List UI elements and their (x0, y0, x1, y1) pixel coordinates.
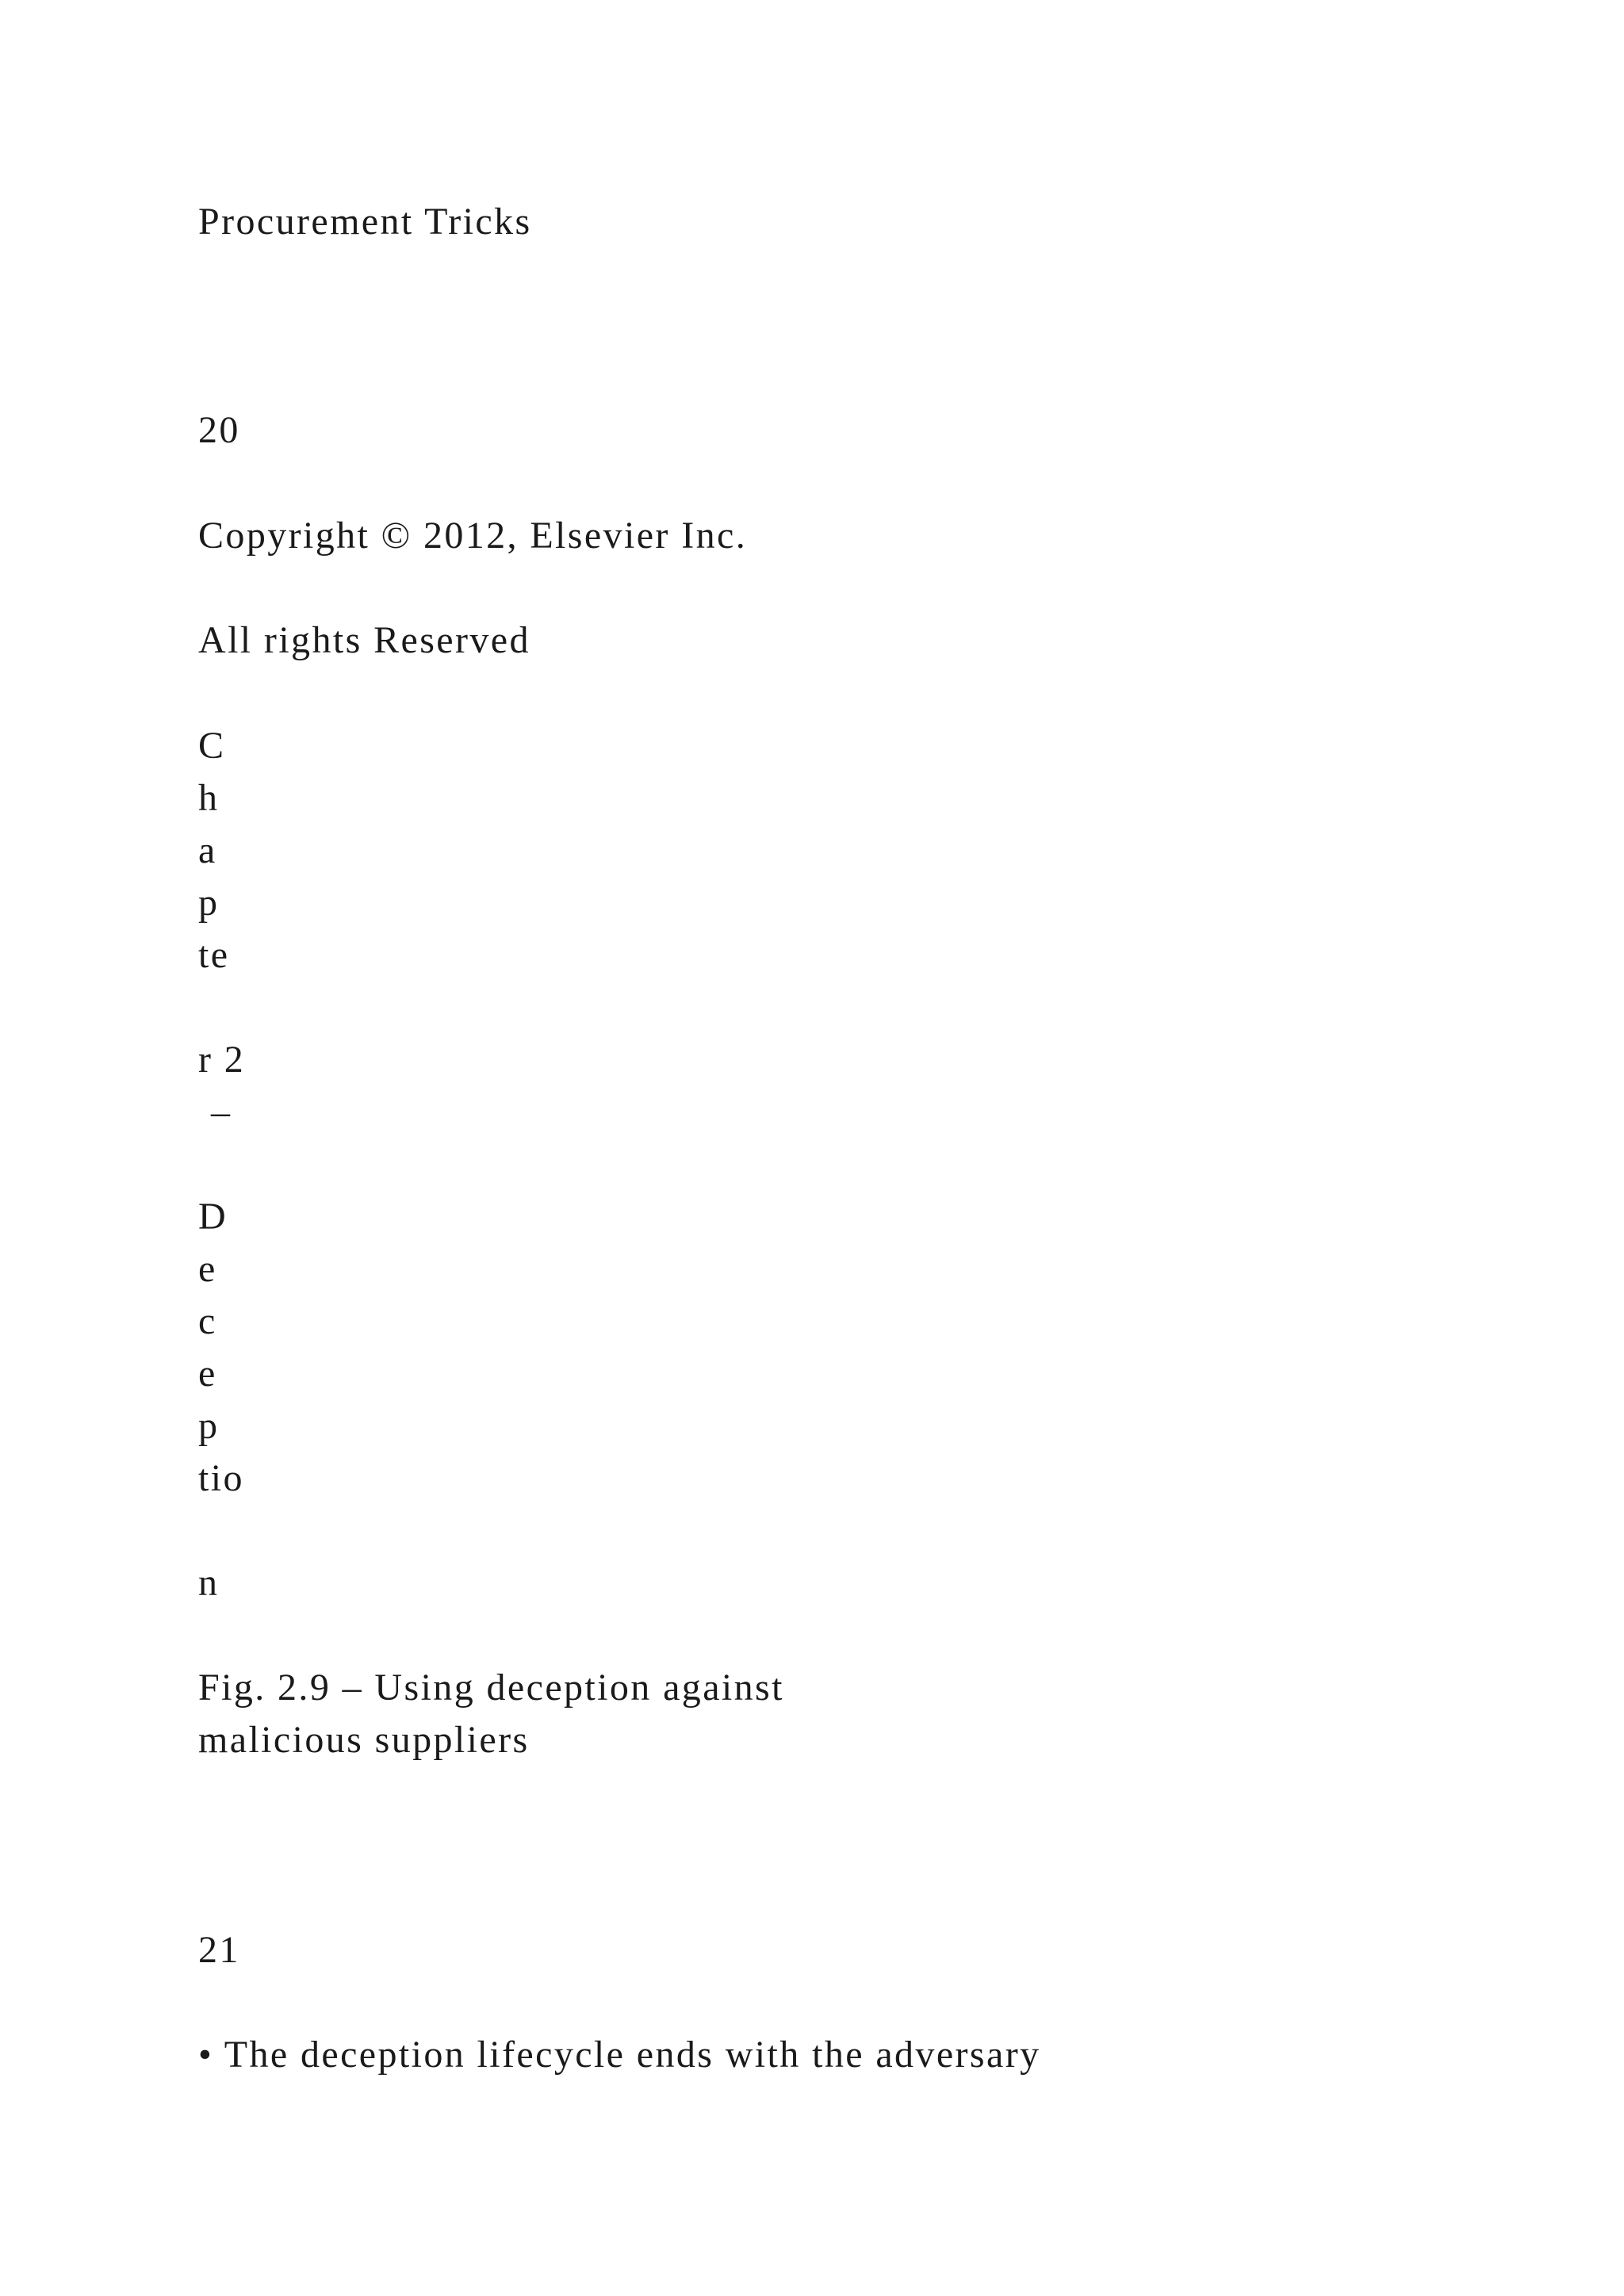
chapter-fragment: C (198, 725, 226, 767)
chapter-fragment: e (198, 1353, 217, 1395)
slide-heading: Procurement Tricks (198, 201, 532, 243)
slide-number: 20 (198, 409, 240, 451)
chapter-fragment: c (198, 1300, 217, 1342)
bullet-text: • The deception lifecycle ends with the adversary (198, 2034, 1041, 2076)
figure-caption: malicious suppliers (198, 1719, 530, 1761)
chapter-fragment: – (211, 1091, 232, 1133)
rights-notice: All rights Reserved (198, 619, 530, 661)
figure-caption: Fig. 2.9 – Using deception against (198, 1667, 784, 1709)
chapter-fragment: e (198, 1248, 217, 1290)
chapter-fragment: h (198, 777, 220, 819)
chapter-fragment: p (198, 1405, 220, 1447)
chapter-fragment: te (198, 934, 230, 976)
chapter-fragment: a (198, 829, 217, 871)
chapter-fragment: D (198, 1196, 228, 1238)
chapter-fragment: tio (198, 1457, 244, 1499)
copyright-notice: Copyright © 2012, Elsevier Inc. (198, 515, 748, 557)
chapter-fragment: p (198, 882, 220, 924)
chapter-fragment: r 2 (198, 1039, 246, 1081)
chapter-fragment: n (198, 1562, 220, 1604)
slide-number: 21 (198, 1929, 240, 1971)
